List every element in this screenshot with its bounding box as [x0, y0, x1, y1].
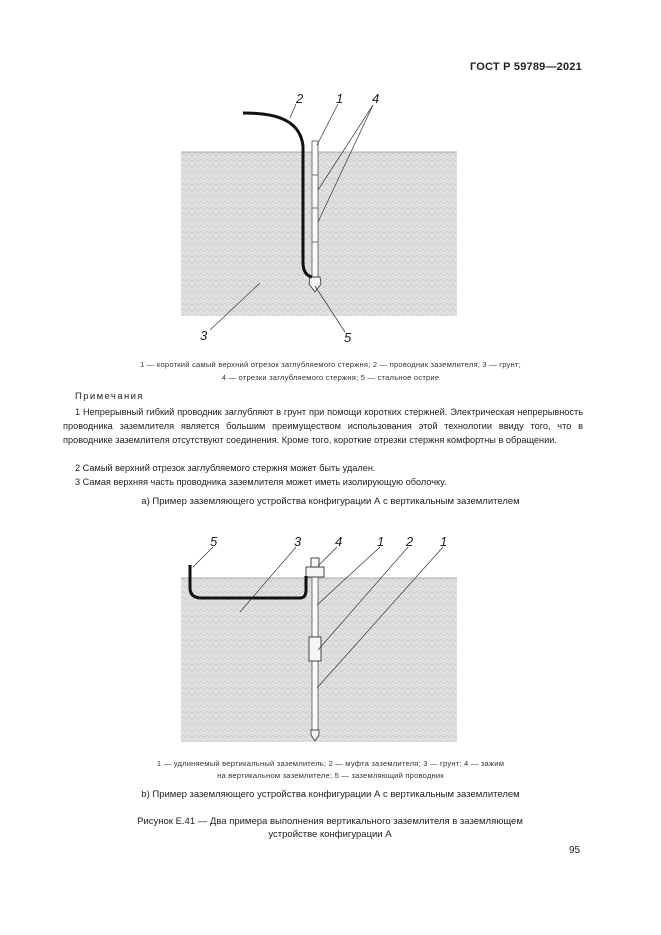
- rod-clamp: [306, 567, 324, 577]
- note-3: 3 Самая верхняя часть проводника заземлителя может иметь изолирующую оболочку.: [75, 477, 447, 487]
- label-1: 1: [377, 534, 385, 549]
- label-2: 2: [296, 91, 304, 106]
- label-5: 5: [210, 534, 218, 549]
- caption-b: b) Пример заземляющего устройства конфигурации А с вертикальным заземлителем: [141, 789, 520, 800]
- label-1-second: 1: [440, 534, 448, 549]
- figure-a-legend-line2: 4 — отрезки заглубляемого стержня; 5 — стальное острие: [221, 373, 440, 382]
- figure-a-legend-line1: 1 — короткий самый верхний отрезок заглубляемого стержня; 2 — проводник заземлителя; 3 — грунт;: [140, 360, 521, 369]
- label-3: 3: [294, 534, 302, 549]
- figure-title-line1: Рисунок Е.41 — Два примера выполнения вертикального заземлителя в заземляющем: [137, 816, 523, 827]
- note-1: 1 Непрерывный гибкий проводник заглубляют в грунт при помощи коротких стержней. Электрическая непрерывность проводника заземлителя является большим преимуществом использования этой технологии ввиду того, что в проводнике заземлителя отсутствуют соединения. Кроме того, короткие отрезки стержня комфортны в обращении.: [63, 407, 583, 445]
- figure-b-legend-line2: на вертикальном заземлителе; 5 — заземляющий проводник: [217, 771, 444, 780]
- figure-b-legend-line1: 1 — удлиняемый вертикальный заземлитель; 2 — муфта заземлителя; 3 — грунт; 4 — зажим: [156, 759, 505, 768]
- label-2: 2: [406, 534, 414, 549]
- document-header: ГОСТ Р 59789—2021: [470, 61, 582, 73]
- figure-title: [120, 815, 540, 841]
- notes-title: Примечания: [75, 391, 144, 402]
- label-4: 4: [335, 534, 343, 549]
- label-1: 1: [336, 91, 344, 106]
- figure-title-line2: устройстве конфигурации А: [268, 829, 392, 840]
- caption-a: а) Пример заземляющего устройства конфигурации А с вертикальным заземлителем: [141, 496, 520, 507]
- label-5: 5: [344, 330, 352, 345]
- label-3: 3: [200, 328, 208, 343]
- note-2: 2 Самый верхний отрезок заглубляемого стержня может быть удален.: [75, 463, 376, 473]
- page-number: 95: [569, 845, 581, 856]
- label-4: 4: [372, 91, 380, 106]
